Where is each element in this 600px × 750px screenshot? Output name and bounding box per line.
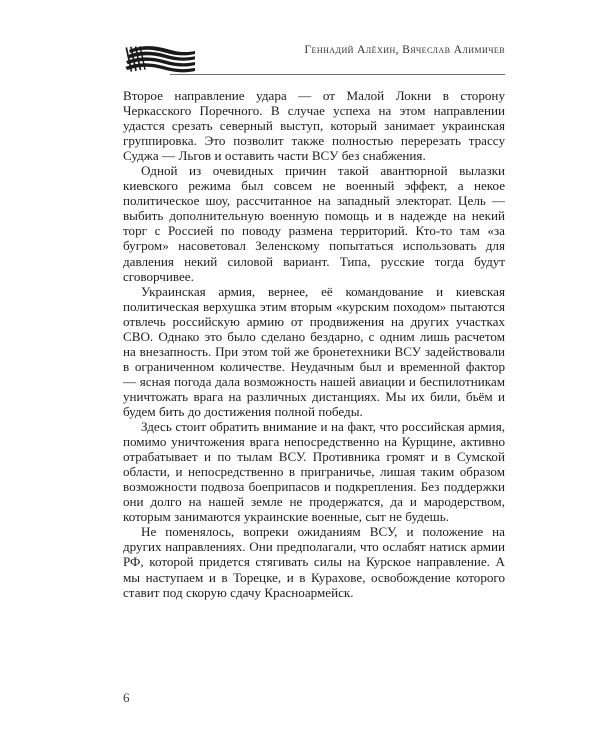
- paragraph: Не поменялось, вопреки ожиданиям ВСУ, и положение на других направлениях. Они предполагали, что ослабят натиск армии РФ, которой придется стягивать силы на Курское направление. А мы наступаем и в Торецке, и в Курахове, освобождение которого ставит под скорую сдачу Красноармейск.: [123, 524, 505, 600]
- paragraph: Здесь стоит обратить внимание и на факт, что российская армия, помимо уничтожения врага непосредственно на Курщине, активно отрабатывает и по тылам ВСУ. Противника громят и в Сумской области, и непосредственно в приграничье, лишая таким образом возможности подвоза боеприпасов и подкрепления. Без поддержки они долго на нашей земле не продержатся, да и мародерством, которым занимаются украинские военные, сыт не будешь.: [123, 419, 505, 525]
- st-george-ribbon-icon: [123, 44, 201, 74]
- paragraph: Украинская армия, вернее, её командование и киевская политическая верхушка этим вторым «курским походом» пытаются отвлечь российскую армию от продвижения на других участках СВО. Однако это было сделано бездарно, с одним лишь расчетом на внезапность. При этом той же бронетехники ВСУ задействовали в ограниченном количестве. Неудачным был и временной фактор — ясная погода дала возможность нашей авиации и беспилотникам уничтожать врага на различных дистанциях. Мы их били, бьём и будем бить до достижения полной победы.: [123, 283, 505, 419]
- page-number: 6: [123, 690, 130, 705]
- header-author-names: Геннадий Алёхин, Вячеслав Алимичев: [304, 44, 505, 56]
- paragraph: Одной из очевидных причин такой авантюрной вылазки киевского режима был совсем не военный эффект, а некое политическое шоу, рассчитанное на западный электорат. Цель — выбить дополнительную военную помощь и в надежде на некий торг с Россией по поводу размена территорий. Кто-то там «за бугром» насоветовал Зеленскому попытаться использовать для давления некий силовой вариант. Типа, русские тогда будут сговорчивее.: [123, 163, 505, 284]
- header-divider: [170, 74, 505, 75]
- running-header: [123, 42, 505, 78]
- paragraph: Второе направление удара — от Малой Локни в сторону Черкасского Поречного. В случае успеха на этом направлении удастся срезать северный выступ, который занимает украинская группировка. Это позволит также полностью перерезать трассу Суджа — Льгов и оставить части ВСУ без снабжения.: [123, 88, 505, 164]
- body-text: [123, 88, 505, 600]
